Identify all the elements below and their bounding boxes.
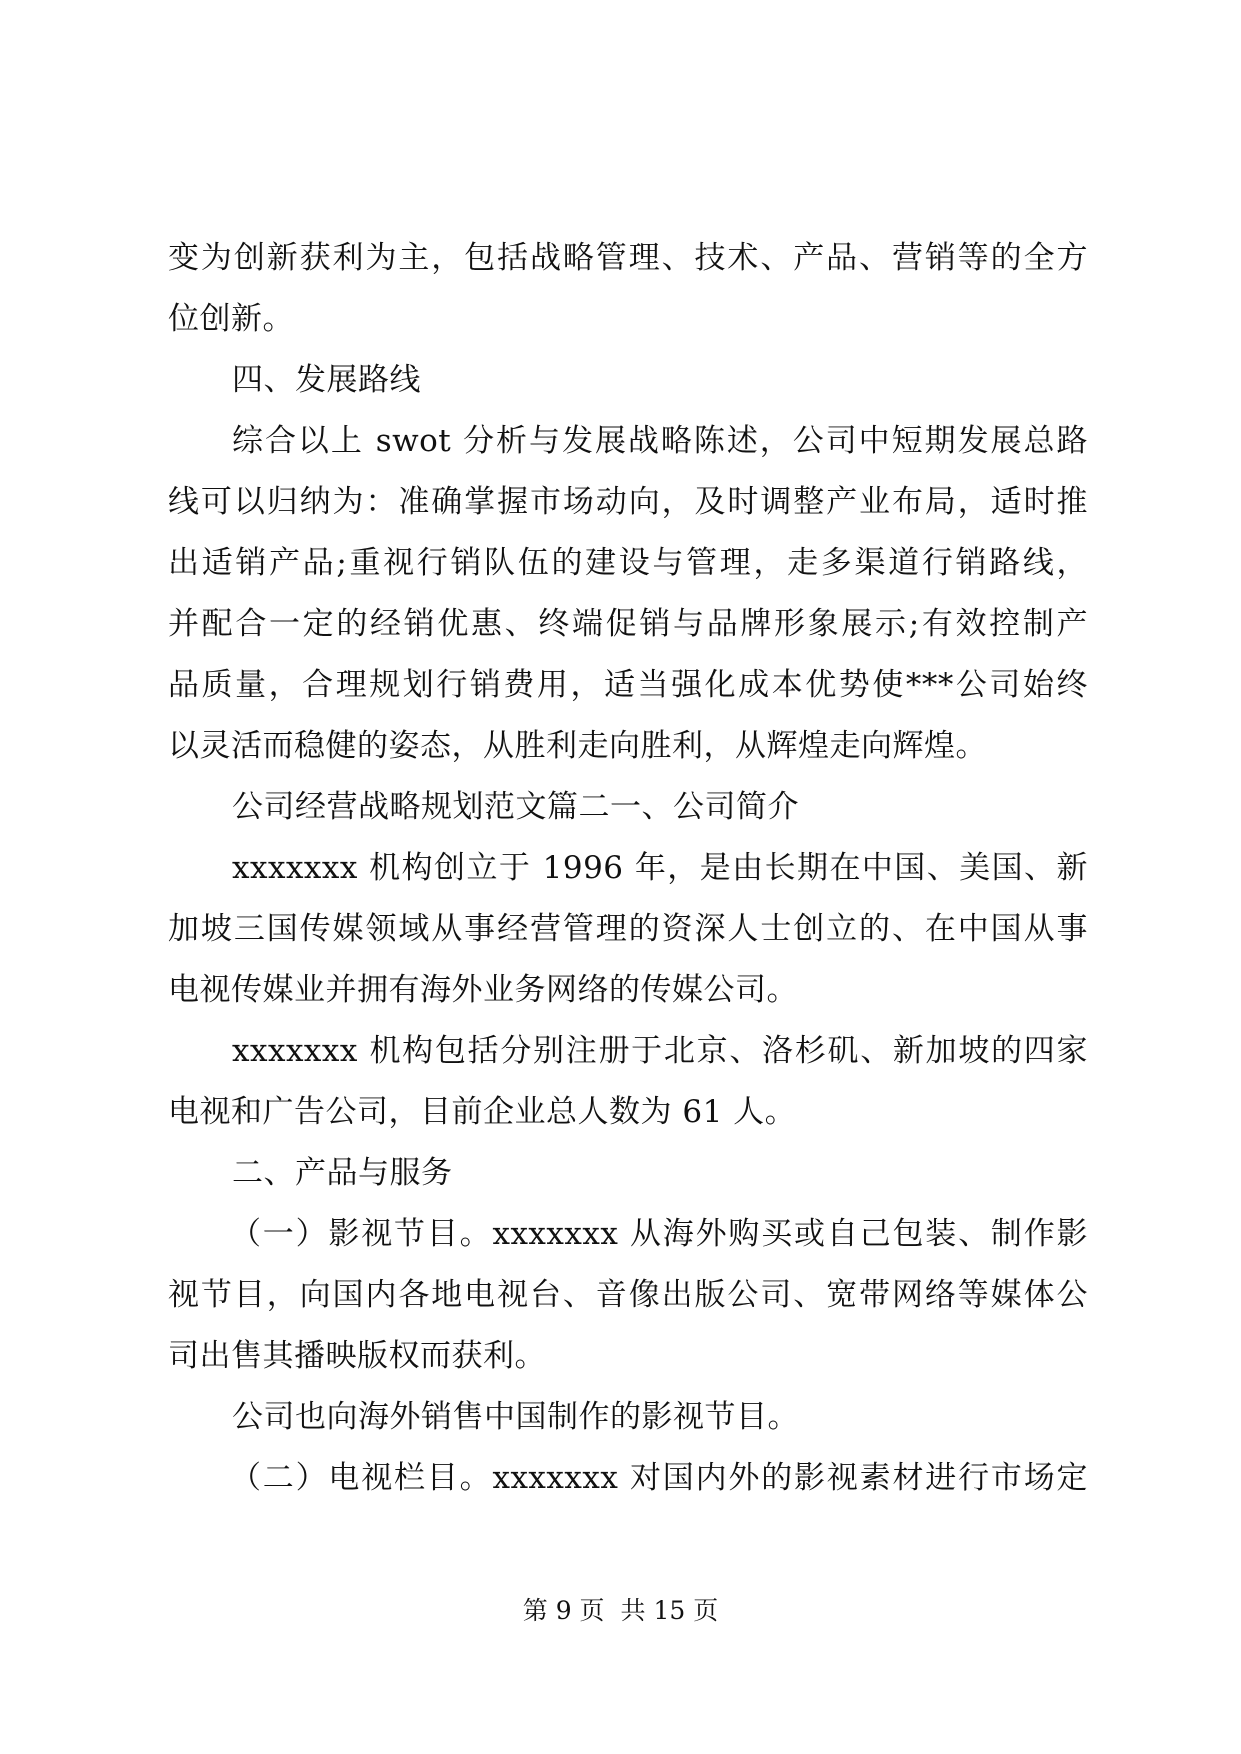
text-line: 并配合一定的经销优惠、终端促销与品牌形象展示;有效控制产 bbox=[168, 606, 1088, 642]
text-line: 电视和广告公司，目前企业总人数为 61 人。 bbox=[168, 1094, 797, 1130]
text-line: 综合以上 swot 分析与发展战略陈述，公司中短期发展总路 bbox=[232, 423, 1088, 459]
section-heading: 四、发展路线 bbox=[232, 362, 421, 398]
text-line: 变为创新获利为主，包括战略管理、技术、产品、营销等的全方 bbox=[168, 240, 1088, 276]
section-heading: 二、产品与服务 bbox=[232, 1155, 453, 1191]
text-line: 以灵活而稳健的姿态，从胜利走向胜利，从辉煌走向辉煌。 bbox=[168, 728, 987, 764]
text-line: xxxxxxx 机构创立于 1996 年，是由长期在中国、美国、新 bbox=[232, 850, 1088, 886]
text-line: 电视传媒业并拥有海外业务网络的传媒公司。 bbox=[168, 972, 798, 1008]
page-footer bbox=[0, 1594, 1241, 1628]
text-line: 公司也向海外销售中国制作的影视节目。 bbox=[232, 1399, 799, 1435]
text-line: 加坡三国传媒领域从事经营管理的资深人士创立的、在中国从事 bbox=[168, 911, 1088, 947]
text-line: （一）影视节目。xxxxxxx 从海外购买或自己包装、制作影 bbox=[230, 1216, 1088, 1252]
section-heading: 公司经营战略规划范文篇二一、公司简介 bbox=[232, 789, 799, 825]
text-line: 司出售其播映版权而获利。 bbox=[168, 1338, 546, 1374]
text-line: 位创新。 bbox=[168, 301, 294, 337]
document-body bbox=[168, 228, 1088, 1509]
text-line: （二）电视栏目。xxxxxxx 对国内外的影视素材进行市场定 bbox=[230, 1460, 1088, 1496]
text-line: 线可以归纳为：准确掌握市场动向，及时调整产业布局，适时推 bbox=[168, 484, 1088, 520]
text-line: 品质量，合理规划行销费用，适当强化成本优势使***公司始终 bbox=[168, 667, 1088, 703]
text-line: xxxxxxx 机构包括分别注册于北京、洛杉矶、新加坡的四家 bbox=[232, 1033, 1088, 1069]
text-line: 出适销产品;重视行销队伍的建设与管理，走多渠道行销路线， bbox=[168, 545, 1088, 581]
text-line: 视节目，向国内各地电视台、音像出版公司、宽带网络等媒体公 bbox=[168, 1277, 1088, 1313]
page-total: 共 15 页 bbox=[620, 1596, 719, 1625]
page-number: 第 9 页 bbox=[522, 1596, 605, 1625]
